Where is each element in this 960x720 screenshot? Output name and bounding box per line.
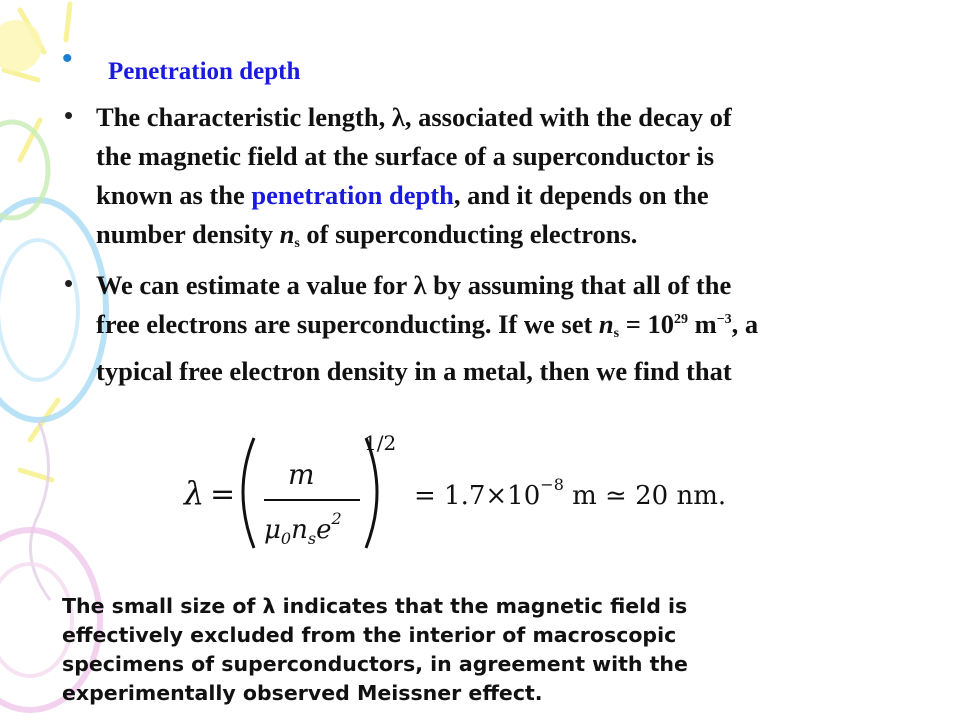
conclusion-line-2: effectively excluded from the interior of macroscopic	[62, 623, 677, 647]
paragraph-1-line-3: known as the penetration depth, and it depends on the	[96, 180, 709, 210]
formula-numerator: m	[288, 458, 315, 491]
formula-equals: =	[210, 477, 236, 512]
paragraph-1-line-2: the magnetic field at the surface of a superconductor is	[96, 141, 715, 171]
formula-lambda: λ	[184, 474, 205, 512]
formula-result: = $1.7\times 10^{-8}$ m ≃ 20 nm.	[414, 475, 727, 511]
heading-bullet: •	[62, 42, 73, 75]
paragraph-2	[96, 266, 916, 391]
penetration-depth-formula	[180, 420, 740, 570]
conclusion-line-4: experimentally observed Meissner effect.	[62, 681, 543, 705]
conclusion-text	[62, 592, 922, 708]
formula-power: 1/2	[364, 431, 397, 455]
term-penetration-depth: penetration depth	[251, 180, 454, 210]
paragraph-1-line-1: The characteristic length, λ, associated with the decay of	[96, 102, 732, 132]
paragraph-1	[96, 98, 916, 254]
formula-denominator: $\mu_0n_se^2$	[264, 509, 342, 548]
paragraph-2-line-3: typical free electron density in a metal, then we find that	[96, 356, 732, 386]
heading-penetration-depth: Penetration depth	[108, 58, 301, 85]
paragraph-1-bullet: •	[64, 100, 74, 130]
formula-left-paren	[243, 438, 254, 548]
paragraph-2-bullet: •	[64, 268, 74, 298]
paragraph-2-line-1: We can estimate a value for λ by assuming that all of the	[96, 270, 732, 300]
paragraph-2-line-2: free electrons are superconducting. If we set $n_s = 10^{29}$ $m^{-3}$, a	[96, 309, 759, 341]
paragraph-1-line-4: number density $n_s$ of superconducting electrons.	[96, 219, 638, 251]
conclusion-line-1: The small size of λ indicates that the magnetic field is	[62, 594, 688, 618]
conclusion-line-3: specimens of superconductors, in agreement with the	[62, 652, 688, 676]
